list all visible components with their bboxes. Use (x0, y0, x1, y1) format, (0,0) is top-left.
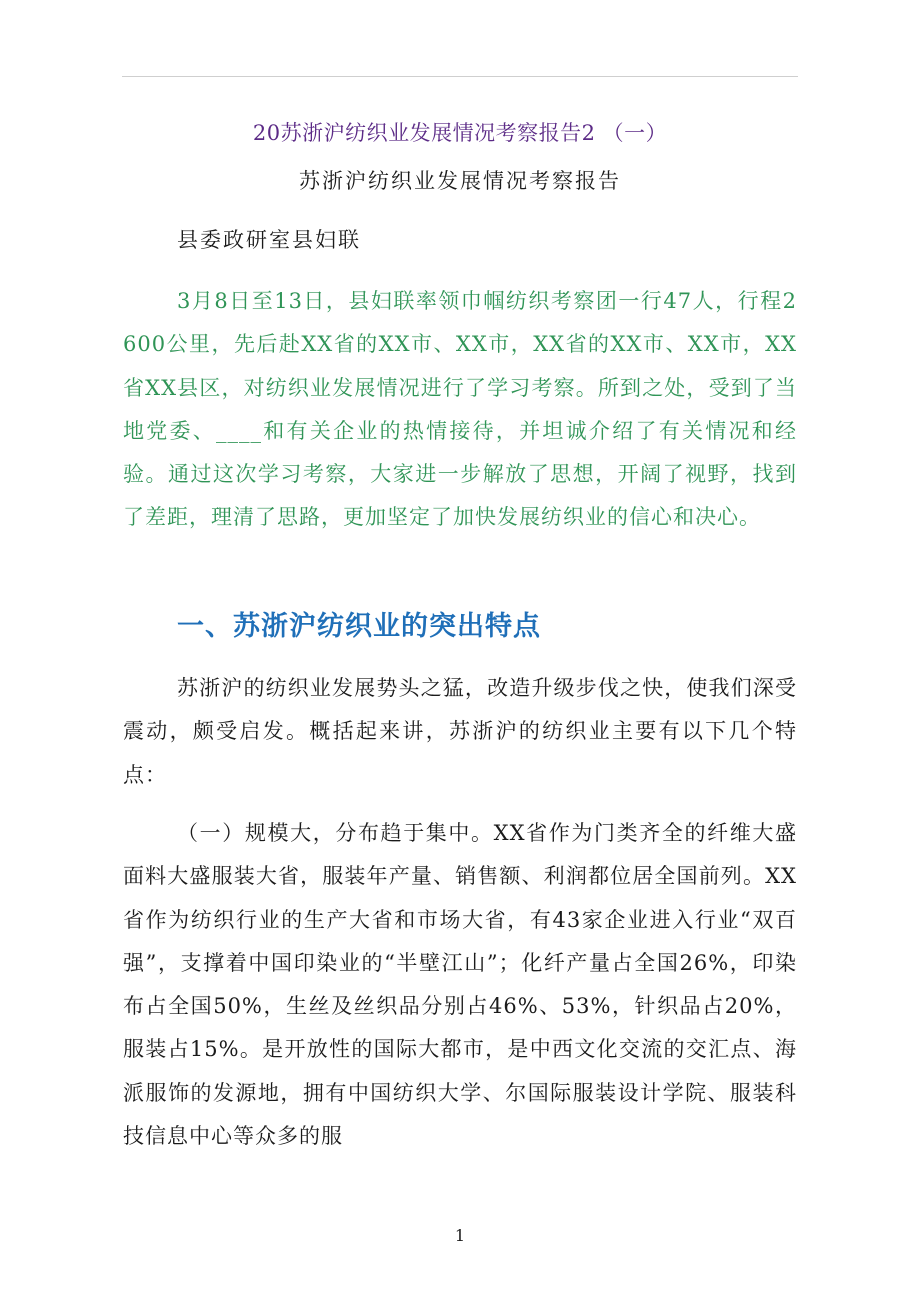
section-heading: 一、苏浙沪纺织业的突出特点 (177, 611, 541, 642)
header-rule (122, 76, 798, 77)
intro-paragraph: 3月8日至13日，县妇联率领巾帼纺织考察团一行47人，行程2600公里，先后赴XX省的XX市、XX市，XX省的XX市、XX市，XX省XX县区，对纺织业发展情况进行了学习考察。所到之处，受到了当地党委、____和有关企业的热情接待，并坦诚介绍了有关情况和经验。通过这次学习考察，大家进一步解放了思想，开阔了视野，找到了差距，理清了思路，更加坚定了加快发展纺织业的信心和决心。 (123, 289, 797, 530)
document-subtitle: 苏浙沪纺织业发展情况考察报告 (299, 169, 621, 193)
document-title: 20苏浙沪纺织业发展情况考察报告2 （一） (252, 121, 668, 145)
page-number: 1 (454, 1226, 466, 1245)
section-paragraph-2: （一）规模大，分布趋于集中。XX省作为门类齐全的纤维大盛面料大盛服装大省，服装年产量、销售额、利润都位居全国前列。XX省作为纺织行业的生产大省和市场大省，有43家企业进入行业“双百强”，支撑着中国印染业的“半壁江山”；化纤产量占全国26%，印染布占全国50%，生丝及丝织品分别占46%、53%，针织品占20%，服装占15%。是开放性的国际大都市，是中西文化交流的交汇点、海派服饰的发源地，拥有中国纺织大学、尔国际服装设计学院、服装科技信息中心等众多的服 (123, 821, 797, 1149)
author-line: 县委政研室县妇联 (177, 228, 361, 252)
section-paragraph-1: 苏浙沪的纺织业发展势头之猛，改造升级步伐之快，使我们深受震动，颇受启发。概括起来讲，苏浙沪的纺织业主要有以下几个特点： (123, 676, 797, 787)
